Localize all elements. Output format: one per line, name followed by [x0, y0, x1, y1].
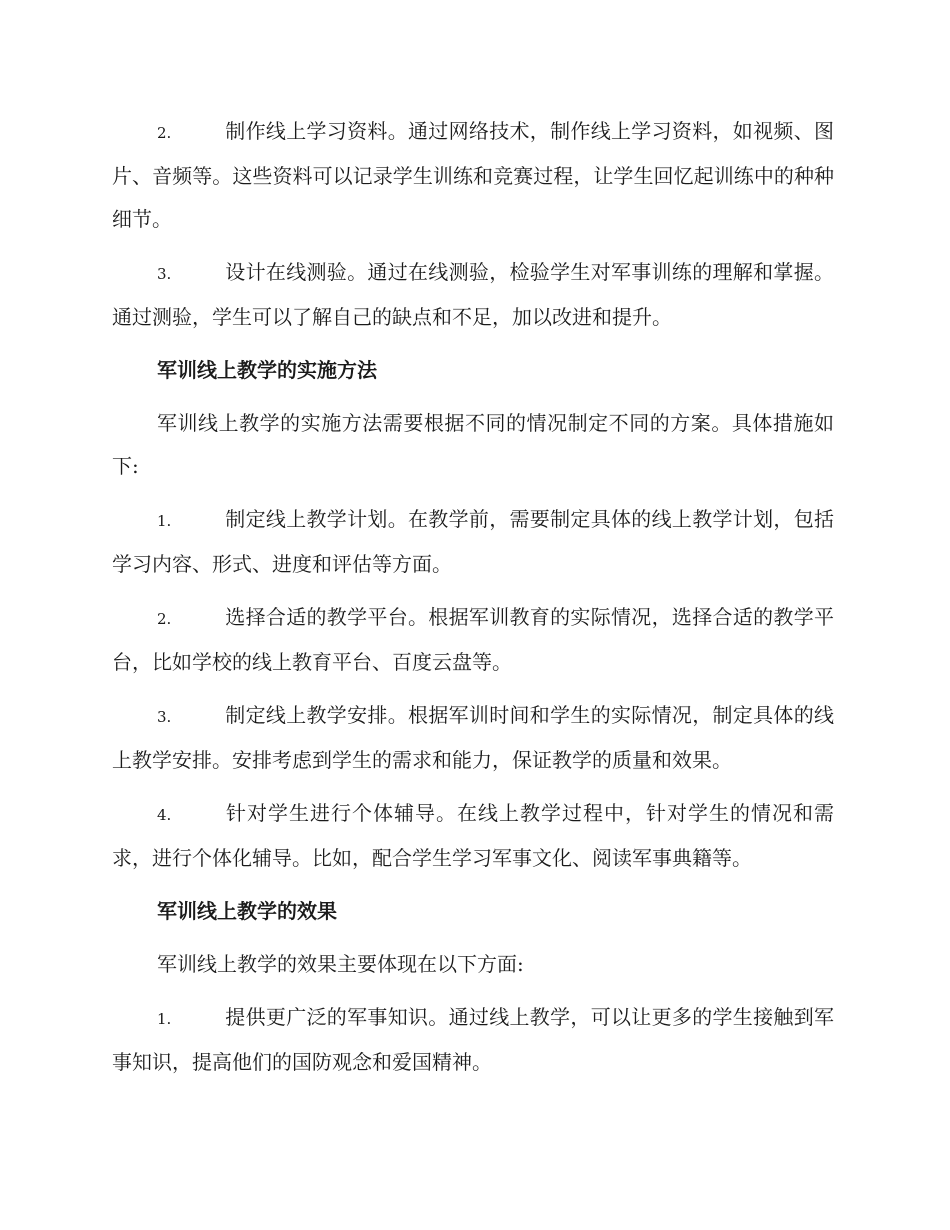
- item-text: 设计在线测验。通过在线测验，检验学生对军事训练的理解和掌握。通过测验，学生可以了解自己的缺点和不足，加以改进和提升。: [112, 260, 834, 329]
- list-item: [112, 110, 834, 241]
- document-page: [112, 110, 834, 1094]
- list-item: [112, 996, 834, 1084]
- item-number: 2.: [157, 124, 172, 142]
- item-text: 选择合适的教学平台。根据军训教育的实际情况，选择合适的教学平台，比如学校的线上教育平台、百度云盘等。: [112, 605, 834, 674]
- item-text: 制定线上教学安排。根据军训时间和学生的实际情况，制定具体的线上教学安排。安排考虑到学生的需求和能力，保证教学的质量和效果。: [112, 703, 834, 772]
- item-number: 3.: [157, 265, 172, 283]
- section-heading: 军训线上教学的实施方法: [157, 358, 377, 382]
- list-item: [112, 498, 834, 586]
- item-number: 1.: [157, 512, 172, 530]
- item-text: 制定线上教学计划。在教学前，需要制定具体的线上教学计划，包括学习内容、形式、进度和评估等方面。: [112, 507, 834, 576]
- item-number: 1.: [157, 1010, 172, 1028]
- list-item: [112, 596, 834, 684]
- item-text: 提供更广泛的军事知识。通过线上教学，可以让更多的学生接触到军事知识，提高他们的国防观念和爱国精神。: [112, 1005, 834, 1074]
- item-number: 3.: [157, 708, 172, 726]
- list-item: [112, 694, 834, 782]
- item-text: 针对学生进行个体辅导。在线上教学过程中，针对学生的情况和需求，进行个体化辅导。比如，配合学生学习军事文化、阅读军事典籍等。: [112, 801, 834, 870]
- paragraph: 军训线上教学的效果主要体现在以下方面:: [157, 952, 524, 976]
- item-number: 2.: [157, 610, 172, 628]
- paragraph: 军训线上教学的实施方法需要根据不同的情况制定不同的方案。具体措施如下:: [112, 411, 834, 478]
- list-item: [112, 251, 834, 339]
- section-heading: 军训线上教学的效果: [157, 899, 337, 923]
- list-item: [112, 792, 834, 880]
- item-number: 4.: [157, 806, 172, 824]
- item-text: 制作线上学习资料。通过网络技术，制作线上学习资料，如视频、图片、音频等。这些资料可以记录学生训练和竞赛过程，让学生回忆起训练中的种种细节。: [112, 119, 834, 231]
